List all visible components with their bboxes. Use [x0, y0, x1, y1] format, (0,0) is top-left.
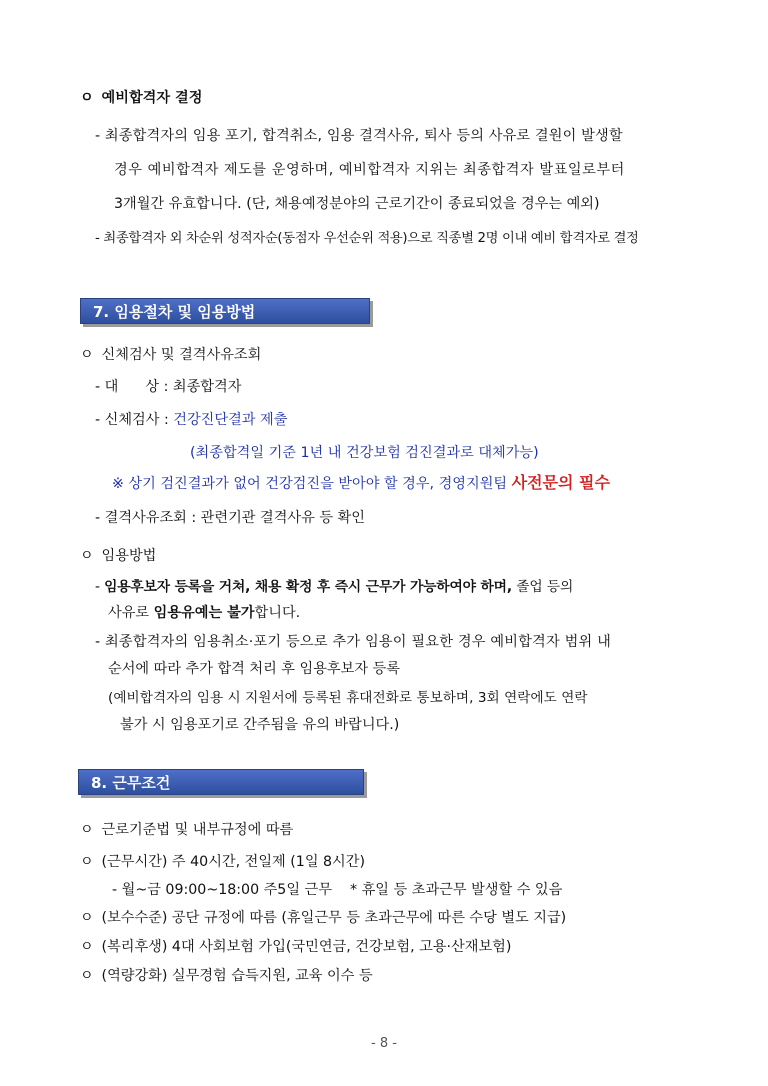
method-line-1: - 임용후보자 등록을 거쳐, 채용 확정 후 즉시 근무가 가능하여야 하며, 졸업 등의 [95, 579, 574, 595]
work-item-2: ㅇ (근무시간) 주 40시간, 전일제 (1일 8시간) [80, 854, 366, 870]
section-7-header: 7. 임용절차 및 임용방법 [80, 298, 370, 324]
circle-bullet-icon: ㅇ [80, 90, 94, 106]
work-item-2-detail: - 월~금 09:00~18:00 주5일 근무 * 휴일 등 초과근무 발생할 수 있음 [112, 882, 563, 898]
circle-bullet-icon: ㅇ [80, 548, 94, 564]
method-line-6: 불가 시 임용포기로 간주됨을 유의 바랍니다.) [120, 717, 400, 733]
circle-bullet-icon: ㅇ [80, 854, 94, 870]
circle-bullet-icon: ㅇ [80, 968, 94, 984]
work-item-3: ㅇ (보수수준) 공단 규정에 따름 (휴일근무 등 초과근무에 따른 수당 별도 지급) [80, 910, 567, 926]
work-item-5: ㅇ (역량강화) 실무경험 습득지원, 교육 이수 등 [80, 968, 373, 984]
sub1-heading: ㅇ 신체검사 및 결격사유조회 [80, 347, 262, 363]
health-check-line: - 신체검사 : 건강진단결과 제출 [95, 412, 288, 428]
reserve-line-3: 3개월간 유효합니다. (단, 채용예정분야의 근로기간이 종료되었을 경우는 예외) [114, 196, 600, 212]
method-line-2: 사유로 임용유예는 불가합니다. [108, 605, 301, 621]
notice-required: 사전문의 필수 [511, 473, 610, 492]
method-line-4: 순서에 따라 추가 합격 처리 후 임용후보자 등록 [108, 661, 400, 677]
health-check-note: (최종합격일 기준 1년 내 건강보험 검진결과로 대체가능) [190, 445, 539, 461]
method-line-5: (예비합격자의 임용 시 지원서에 등록된 휴대전화로 통보하며, 3회 연락에도 연락 [108, 690, 588, 706]
reserve-line-2: 경우 예비합격자 제도를 운영하며, 예비합격자 지위는 최종합격자 발표일로부터 [114, 162, 625, 178]
reserve-line-1: - 최종합격자의 임용 포기, 합격취소, 임용 결격사유, 퇴사 등의 사유로 결원이 발생할 [95, 128, 623, 144]
work-item-4: ㅇ (복리후생) 4대 사회보험 가입(국민연금, 건강보험, 고용·산재보험) [80, 939, 512, 955]
disqualification-check-line: - 결격사유조회 : 관련기관 결격사유 등 확인 [95, 510, 365, 526]
circle-bullet-icon: ㅇ [80, 347, 94, 363]
notice-line: ※ 상기 검진결과가 없어 건강검진을 받아야 할 경우, 경영지원팀 사전문의 필수 [112, 473, 610, 492]
circle-bullet-icon: ㅇ [80, 939, 94, 955]
method-line-3: - 최종합격자의 임용취소·포기 등으로 추가 임용이 필요한 경우 예비합격자 범위 내 [95, 634, 611, 650]
section-8-header: 8. 근무조건 [78, 769, 364, 795]
page-number: - 8 - [371, 1036, 397, 1051]
circle-bullet-icon: ㅇ [80, 910, 94, 926]
target-line: - 대 상 : 최종합격자 [95, 379, 242, 395]
circle-bullet-icon: ㅇ [80, 822, 94, 838]
sub2-heading: ㅇ 임용방법 [80, 548, 157, 564]
reserve-line-4: - 최종합격자 외 차순위 성적자순(동점자 우선순위 적용)으로 직종별 2명 이내 예비 합격자로 결정 [95, 231, 639, 246]
work-item-1: ㅇ 근로기준법 및 내부규정에 따름 [80, 822, 294, 838]
reserve-heading: ㅇ 예비합격자 결정 [80, 90, 203, 106]
health-check-value: 건강진단결과 제출 [173, 412, 288, 428]
